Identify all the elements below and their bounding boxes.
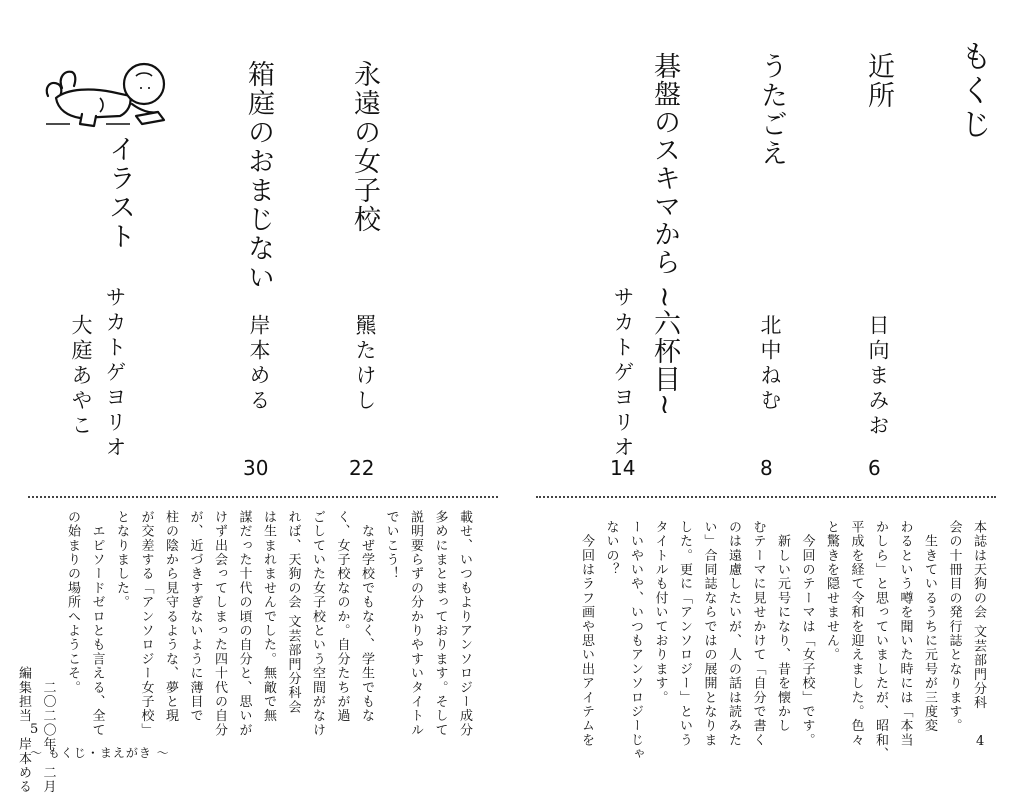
foreword-line: でいこう！	[383, 510, 399, 581]
crawling-character-illustration	[40, 58, 168, 132]
foreword-line: むテーマに見せかけて「自分で書く	[750, 520, 766, 748]
foreword-line: 二〇二〇年 二月	[40, 510, 56, 794]
toc-title-4: 永遠の女子校	[349, 60, 380, 234]
foreword-line: ごしていた女子校という空間がなけ	[310, 510, 325, 738]
toc-author-2: 北中ねむ	[758, 314, 782, 414]
toc-title-2: うたごえ	[756, 52, 787, 168]
foreword-line: 今回のテーマは「女子校」です。	[799, 520, 815, 748]
foreword-line: れば、天狗の会 文芸部門分科会	[285, 510, 301, 715]
toc-page-3: 14	[610, 456, 636, 480]
toc-page-1: 6	[868, 456, 881, 480]
page-title: もくじ	[955, 40, 991, 142]
foreword-line: のは遠慮したいが、人の話は読みた	[726, 520, 741, 748]
foreword-line: く、女子校なのか。自分たちが過	[334, 510, 350, 723]
foreword-line: 柱の陰から見守るような、夢と現	[163, 510, 178, 723]
toc-page-4: 22	[349, 456, 375, 480]
page-number-left: 5	[30, 722, 39, 737]
foreword-line: わるという噂を聞いた時には「本当	[897, 520, 913, 748]
foreword-line: 本誌は天狗の会 文芸部門分科	[971, 520, 986, 710]
foreword-line: 今回はラフ画や思い出アイテムを	[579, 520, 594, 748]
foreword-line: と驚きを隠せません。	[824, 520, 839, 662]
foreword-line: エピソードゼロとも言える、全て	[89, 510, 105, 738]
running-head: 〜 もくじ・まえがき 〜	[30, 746, 170, 760]
toc-author-6b: 大庭あやこ	[69, 314, 93, 439]
toc-page-2: 8	[760, 456, 773, 480]
toc-author-4: 羆たけし	[353, 314, 377, 414]
foreword-line: 会の十冊目の発行誌となります。	[946, 520, 962, 733]
toc-author-6a: サカトゲヨリオ	[103, 286, 127, 461]
foreword-line: ーいやいや、いつもアンソロジーじゃ	[628, 520, 643, 762]
foreword-line: ないの？	[603, 520, 619, 577]
foreword-line: が、近づきすぎないように薄目で	[187, 510, 203, 723]
foreword-line: 多めにまとまっております。そして	[432, 510, 448, 738]
foreword-line: タイトルも付いております。	[652, 520, 668, 705]
toc-title-6: イラスト	[104, 135, 135, 251]
foreword-line: した。更に「アンソロジー」という	[677, 520, 692, 748]
foreword-line: 謀だった十代の頃の自分と、思いが	[236, 510, 252, 738]
foreword-line: 説明要らずの分かりやすいタイトル	[408, 510, 423, 738]
toc-author-5: 岸本める	[247, 314, 271, 414]
toc-title-3: 碁盤のスキマから ~六杯目~	[649, 52, 680, 417]
toc-author-1: 日向まみお	[866, 314, 890, 439]
foreword-line: けず出会ってしまった四十代の自分	[212, 510, 227, 738]
foreword-line: が交差する「アンソロジー女子校」	[138, 510, 154, 738]
foreword-line: 平成を経て令和を迎えました。色々	[848, 520, 864, 748]
foreword-line: は生まれませんでした。無敵で無	[261, 510, 276, 723]
foreword-line: 載せ、いつもよりアンソロジー成分	[457, 510, 472, 738]
divider-left	[28, 496, 498, 498]
toc-page-5: 30	[243, 456, 269, 480]
foreword-right	[540, 520, 990, 762]
foreword-line: となりました。	[114, 510, 129, 610]
foreword-line: 編集担当 岸本める	[16, 510, 31, 794]
foreword-line: 生きているうちに元号が三度変	[922, 520, 937, 733]
foreword-line: の始まりの場所へようこそ。	[65, 510, 80, 695]
toc-author-3: サカトゲヨリオ	[611, 286, 635, 461]
foreword-line: なぜ学校でもなく、学生でもな	[359, 510, 374, 723]
toc-title-1: 近所	[863, 52, 894, 110]
foreword-line: い」合同誌ならではの展開となりま	[701, 520, 717, 748]
divider-right	[536, 496, 996, 498]
foreword-line: 新しい元号になり、昔を懐かし	[775, 520, 790, 733]
foreword-line: かしら」と思っていましたが、昭和、	[873, 520, 888, 762]
page-number-right: 4	[976, 734, 985, 749]
toc-title-5: 箱庭のおまじない	[243, 60, 274, 292]
